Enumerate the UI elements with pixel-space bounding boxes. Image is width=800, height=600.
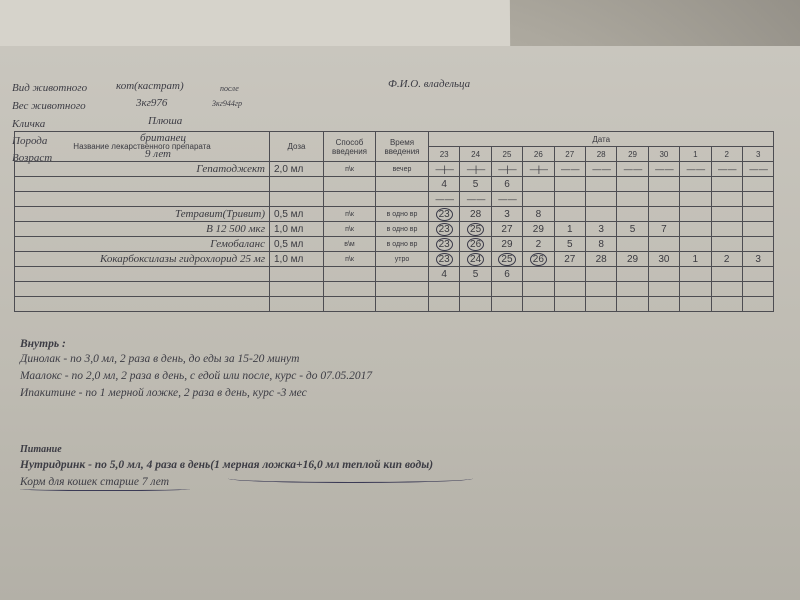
- time-cell: вечер: [376, 162, 429, 177]
- date-cell: [680, 192, 711, 207]
- route-cell: [324, 192, 376, 207]
- date-cell: [429, 282, 460, 297]
- date-cell: [585, 267, 616, 282]
- date-cell: [617, 282, 648, 297]
- date-cell: [648, 267, 679, 282]
- table-row: [15, 162, 774, 177]
- circled-date: 23: [436, 208, 453, 221]
- date-header-cell: 26: [523, 147, 554, 162]
- date-cell: — —: [429, 192, 460, 207]
- col-dose-header: Доза: [270, 132, 324, 162]
- date-cell: [491, 252, 522, 267]
- date-cell: 7: [648, 222, 679, 237]
- col-date-header: Дата: [429, 132, 774, 147]
- date-cell: [742, 267, 774, 282]
- breed-value: британец: [140, 132, 186, 144]
- dose-cell: [270, 267, 324, 282]
- weight-label: Вес животного: [12, 100, 86, 112]
- date-cell: 5: [554, 237, 585, 252]
- date-cell: [617, 237, 648, 252]
- date-cell: — —: [742, 162, 774, 177]
- date-cell: 2: [523, 237, 554, 252]
- time-cell: [376, 297, 429, 312]
- internal-title: Внутрь :: [20, 338, 66, 350]
- drug-name-cell: [15, 282, 270, 297]
- date-cell: [460, 282, 491, 297]
- date-cell: [742, 282, 774, 297]
- name-value: Плюша: [148, 115, 183, 127]
- date-cell: — —: [648, 162, 679, 177]
- date-cell: — —: [711, 162, 742, 177]
- date-cell: [554, 297, 585, 312]
- date-cell: [585, 177, 616, 192]
- internal-line-1: Динолак - по 3,0 мл, 2 раза в день, до еды за 15-20 минут: [20, 353, 300, 365]
- date-cell: [585, 282, 616, 297]
- date-header-cell: 25: [491, 147, 522, 162]
- date-cell: —|—: [429, 162, 460, 177]
- date-cell: [585, 207, 616, 222]
- table-row: [15, 177, 774, 192]
- date-cell: [617, 267, 648, 282]
- table-row: [15, 252, 774, 267]
- date-cell: 28: [585, 252, 616, 267]
- date-cell: [711, 297, 742, 312]
- weight-value: 3кг976: [136, 97, 168, 109]
- date-cell: 30: [648, 252, 679, 267]
- drug-name-cell: Гепатоджект: [15, 162, 270, 177]
- date-cell: [617, 207, 648, 222]
- underline-nutrition: [228, 474, 473, 483]
- drug-name-cell: [15, 267, 270, 282]
- date-cell: 4: [429, 267, 460, 282]
- date-cell: — —: [617, 162, 648, 177]
- table-row: [15, 297, 774, 312]
- date-cell: [429, 252, 460, 267]
- date-header-cell: 2: [711, 147, 742, 162]
- prescription-table: [14, 131, 774, 312]
- circled-date: 23: [436, 238, 453, 251]
- name-label: Кличка: [12, 118, 46, 130]
- time-cell: в одно вр: [376, 207, 429, 222]
- date-cell: [523, 297, 554, 312]
- route-cell: [324, 177, 376, 192]
- date-cell: [648, 207, 679, 222]
- date-cell: [711, 267, 742, 282]
- drug-name-cell: [15, 192, 270, 207]
- date-cell: 1: [680, 252, 711, 267]
- date-cell: 6: [491, 177, 522, 192]
- date-cell: 4: [429, 177, 460, 192]
- date-cell: [680, 237, 711, 252]
- date-cell: 3: [742, 252, 774, 267]
- route-cell: п\к: [324, 222, 376, 237]
- prescription-body: [15, 162, 774, 312]
- date-cell: [680, 282, 711, 297]
- date-cell: [711, 207, 742, 222]
- date-cell: 3: [491, 207, 522, 222]
- drug-name-cell: Кокарбоксилазы гидрохлорид 25 мг: [15, 252, 270, 267]
- time-cell: [376, 282, 429, 297]
- time-cell: в одно вр: [376, 237, 429, 252]
- date-header-cell: 28: [585, 147, 616, 162]
- date-header-cell: 29: [617, 147, 648, 162]
- drug-name-cell: B 12 500 мкг: [15, 222, 270, 237]
- date-cell: —|—: [491, 162, 522, 177]
- date-cell: 8: [585, 237, 616, 252]
- route-cell: [324, 282, 376, 297]
- date-cell: [554, 267, 585, 282]
- date-cell: [585, 192, 616, 207]
- table-row: [15, 267, 774, 282]
- nutrition-line-1: Нутридринк - по 5,0 мл, 4 раза в день(1 мерная ложка+16,0 мл теплой кип воды): [20, 459, 434, 471]
- date-cell: [523, 177, 554, 192]
- date-cell: [742, 237, 774, 252]
- circled-date: 23: [436, 223, 453, 236]
- dose-cell: 1,0 мл: [270, 222, 324, 237]
- date-cell: [711, 177, 742, 192]
- date-cell: [648, 282, 679, 297]
- underline-food: [20, 486, 190, 491]
- dose-cell: 2,0 мл: [270, 162, 324, 177]
- date-cell: [429, 222, 460, 237]
- col-time-header: Время введения: [376, 132, 429, 162]
- time-cell: утро: [376, 252, 429, 267]
- time-cell: [376, 177, 429, 192]
- route-cell: п\к: [324, 252, 376, 267]
- date-cell: [460, 237, 491, 252]
- dose-cell: [270, 297, 324, 312]
- internal-line-2: Маалокс - по 2,0 мл, 2 раза в день, с едой или после, курс - до 07.05.2017: [20, 370, 373, 382]
- route-cell: п\к: [324, 162, 376, 177]
- date-header-cell: 23: [429, 147, 460, 162]
- date-header-cell: 3: [742, 147, 774, 162]
- date-cell: 5: [460, 177, 491, 192]
- age-value: 9 лет: [145, 148, 172, 160]
- time-cell: в одно вр: [376, 222, 429, 237]
- drug-name-cell: [15, 297, 270, 312]
- date-cell: [742, 192, 774, 207]
- date-cell: [617, 297, 648, 312]
- date-cell: [742, 222, 774, 237]
- circled-date: 25: [467, 223, 484, 236]
- species-label: Вид животного: [12, 82, 88, 94]
- date-cell: [711, 237, 742, 252]
- date-cell: 6: [491, 267, 522, 282]
- date-cell: [554, 207, 585, 222]
- route-cell: [324, 267, 376, 282]
- date-cell: [523, 192, 554, 207]
- date-cell: [429, 297, 460, 312]
- date-cell: 29: [523, 222, 554, 237]
- route-cell: п\к: [324, 207, 376, 222]
- circled-date: 26: [530, 253, 547, 266]
- date-cell: 5: [617, 222, 648, 237]
- dose-cell: [270, 192, 324, 207]
- dose-cell: [270, 282, 324, 297]
- date-cell: [460, 252, 491, 267]
- date-cell: — —: [554, 162, 585, 177]
- dose-cell: [270, 177, 324, 192]
- time-cell: [376, 267, 429, 282]
- col-route-header: Способ введения: [324, 132, 376, 162]
- date-cell: [711, 222, 742, 237]
- document-sheet: [0, 46, 800, 600]
- date-cell: 28: [460, 207, 491, 222]
- internal-line-3: Ипакитине - по 1 мерной ложке, 2 раза в день, курс -3 мес: [20, 387, 307, 399]
- date-cell: [742, 297, 774, 312]
- nutrition-line-2: Корм для кошек старше 7 лет: [20, 476, 170, 488]
- date-cell: [648, 192, 679, 207]
- date-cell: [742, 207, 774, 222]
- table-row: [15, 192, 774, 207]
- age-label: Возраст: [12, 152, 53, 164]
- species-value: кот(кастрат): [116, 80, 184, 92]
- date-cell: [680, 207, 711, 222]
- table-row: [15, 282, 774, 297]
- date-cell: [680, 222, 711, 237]
- time-cell: [376, 192, 429, 207]
- circled-date: 23: [436, 253, 453, 266]
- date-cell: —|—: [460, 162, 491, 177]
- date-cell: [617, 177, 648, 192]
- date-cell: — —: [491, 192, 522, 207]
- date-cell: [648, 297, 679, 312]
- drug-name-cell: Тетравит(Тривит): [15, 207, 270, 222]
- date-cell: 3: [585, 222, 616, 237]
- date-cell: [680, 297, 711, 312]
- species-note: после: [220, 84, 239, 93]
- date-cell: [711, 282, 742, 297]
- drug-name-cell: [15, 177, 270, 192]
- date-cell: [429, 207, 460, 222]
- date-cell: 27: [491, 222, 522, 237]
- route-cell: в\м: [324, 237, 376, 252]
- circled-date: 24: [467, 253, 484, 266]
- date-cell: [523, 267, 554, 282]
- date-cell: 29: [617, 252, 648, 267]
- date-cell: [711, 192, 742, 207]
- date-cell: 5: [460, 267, 491, 282]
- date-cell: [617, 192, 648, 207]
- date-cell: [429, 237, 460, 252]
- date-header-cell: 24: [460, 147, 491, 162]
- date-header-cell: 1: [680, 147, 711, 162]
- date-cell: — —: [585, 162, 616, 177]
- date-cell: 2: [711, 252, 742, 267]
- date-cell: [648, 237, 679, 252]
- date-cell: [680, 177, 711, 192]
- date-cell: [460, 297, 491, 312]
- breed-label: Порода: [12, 135, 48, 147]
- owner-label: Ф.И.О. владельца: [388, 78, 471, 90]
- date-cell: 29: [491, 237, 522, 252]
- date-cell: —|—: [523, 162, 554, 177]
- table-row: [15, 237, 774, 252]
- drug-name-cell: Гемобаланс: [15, 237, 270, 252]
- date-cell: [491, 282, 522, 297]
- date-cell: [554, 177, 585, 192]
- date-cell: — —: [680, 162, 711, 177]
- route-cell: [324, 297, 376, 312]
- date-cell: [523, 252, 554, 267]
- table-row: [15, 222, 774, 237]
- date-header-cell: 27: [554, 147, 585, 162]
- date-cell: 1: [554, 222, 585, 237]
- dose-cell: 0,5 мл: [270, 237, 324, 252]
- date-cell: [491, 297, 522, 312]
- date-cell: 8: [523, 207, 554, 222]
- date-cell: [585, 297, 616, 312]
- col-drug-header: Название лекарственного препарата: [15, 132, 270, 162]
- circled-date: 25: [498, 253, 515, 266]
- date-cell: [554, 192, 585, 207]
- date-header-cell: 30: [648, 147, 679, 162]
- dose-cell: 0,5 мл: [270, 207, 324, 222]
- date-cell: [648, 177, 679, 192]
- date-cell: [742, 177, 774, 192]
- date-cell: [680, 267, 711, 282]
- dose-cell: 1,0 мл: [270, 252, 324, 267]
- date-cell: [554, 282, 585, 297]
- date-cell: — —: [460, 192, 491, 207]
- date-cell: [460, 222, 491, 237]
- date-cell: [523, 282, 554, 297]
- table-row: [15, 207, 774, 222]
- weight-note: 3кг944гр: [212, 99, 242, 108]
- date-cell: 27: [554, 252, 585, 267]
- nutrition-title: Питание: [20, 444, 62, 455]
- circled-date: 26: [467, 238, 484, 251]
